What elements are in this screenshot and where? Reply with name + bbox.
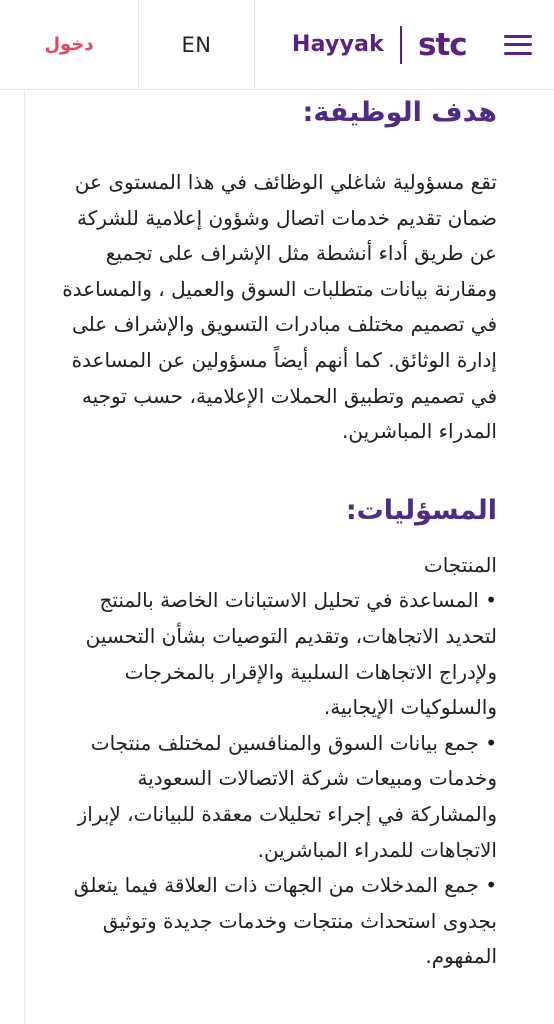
stc-logo-icon [418, 28, 480, 62]
login-cell [0, 0, 139, 89]
hamburger-menu-icon[interactable] [504, 35, 532, 55]
language-toggle-button[interactable]: EN [181, 32, 212, 57]
job-goal-heading: هدف الوظيفة: [302, 97, 497, 128]
menu-icon-bar [504, 35, 532, 38]
menu-icon-bar [504, 52, 532, 55]
language-cell [139, 0, 255, 89]
products-subheading: المنتجات [423, 552, 497, 577]
content-card [24, 90, 554, 1024]
responsibility-item: • جمع المدخلات من الجهات ذات العلاقة فيما يتعلق بجدوى استحداث منتجات وخدمات جديدة وتوثيق المفهوم. [73, 873, 497, 969]
responsibilities-heading: المسؤليات: [345, 494, 497, 526]
brand-divider [400, 26, 402, 64]
brand-area [255, 0, 554, 89]
responsibility-item: • المساعدة في تحليل الاستبانات الخاصة بالمنتج لتحديد الاتجاهات، وتقديم التوصيات بشأن التحسين ولإدراج الاتجاهات السلبية والإقرار بالمخرجات والسلوكيات الإيجابية. [85, 588, 497, 720]
login-link[interactable]: دخول [44, 34, 94, 55]
hayyak-brand-label[interactable]: Hayyak [292, 32, 384, 57]
job-goal-paragraph: تقع مسؤولية شاغلي الوظائف في هذا المستوى عن ضمان تقديم خدمات اتصال وشؤون إعلامية للشركة عن طريق أداء أنشطة مثل الإشراف على تجميع ومقارنة بيانات متطلبات السوق والعميل ، والمساعدة في تصميم مختلف مبادرات التسويق والإشراف على إدارة الوثائق. كما أنهم أيضاً مسؤولين عن المساعدة في تصميم وتطبيق الحملات الإعلامية، حسب توجيه المدراء المباشرين. [62, 170, 497, 444]
svg-text:stc: stc [418, 27, 467, 62]
top-header [0, 0, 554, 90]
responsibility-item: • جمع بيانات السوق والمنافسين لمختلف منتجات وخدمات ومبيعات شركة الاتصالات السعودية والمشاركة في إجراء تحليلات معقدة للبيانات، لإبراز الاتجاهات للمدراء المباشرين. [77, 730, 497, 862]
menu-icon-bar [504, 43, 532, 46]
stc-logo[interactable] [418, 28, 480, 62]
job-description [48, 90, 497, 975]
